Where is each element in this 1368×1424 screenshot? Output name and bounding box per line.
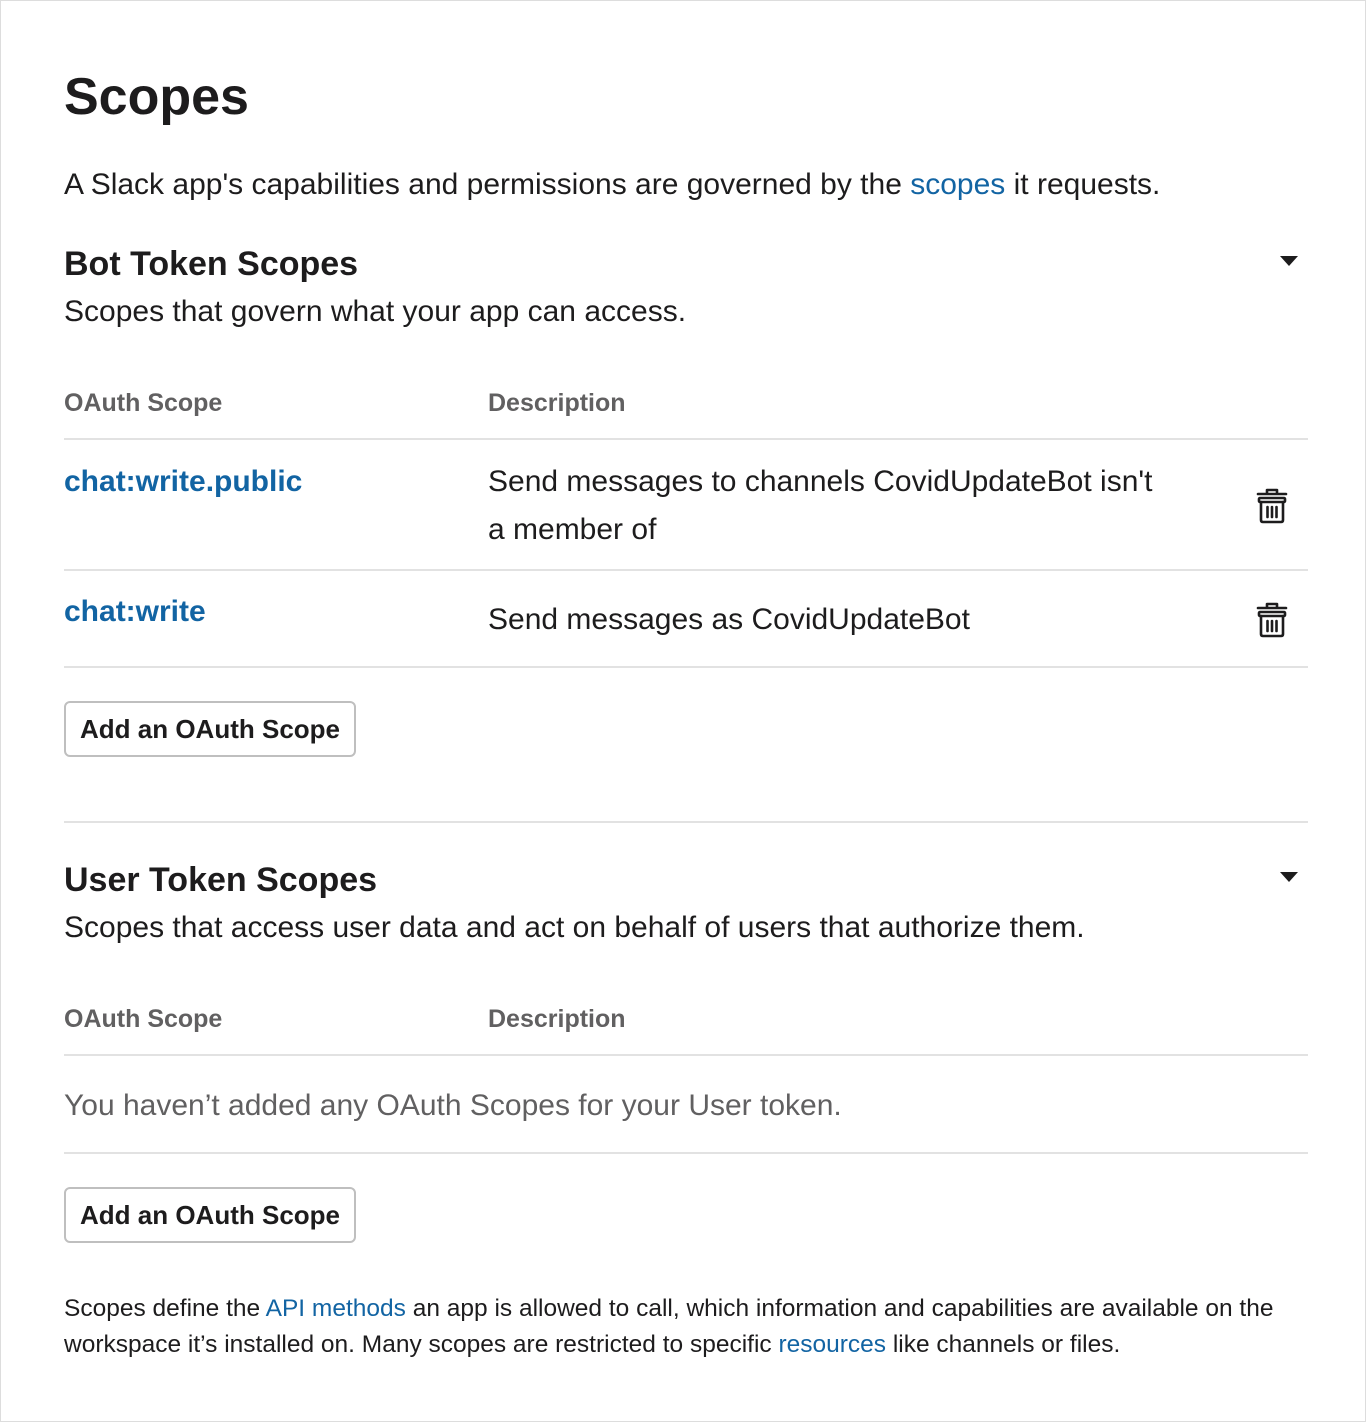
bot-row-divider [64,666,1308,668]
footer-text-part3: like channels or files. [892,1331,1121,1358]
user-scopes-empty-message: You haven’t added any OAuth Scopes for your User token. [64,1089,842,1122]
delete-scope-chat-write-public-trash-icon[interactable] [1256,488,1288,524]
user-section-description: Scopes that access user data and act on behalf of users that authorize them. [64,911,1085,944]
bot-col-header-scope: OAuth Scope [64,389,223,417]
bot-section-title: Bot Token Scopes [64,245,359,283]
scope-description-chat-write-public: Send messages to channels CovidUpdateBot isn't a member of [488,465,1153,546]
user-section-title: User Token Scopes [64,861,378,899]
scope-name-chat-write-public[interactable]: chat:write.public [64,465,303,498]
footer-text-part2: an app is allowed to call, which information and capabilities are available on the workspace it’s installed on. Many scopes are restricted to specific [64,1295,1274,1358]
user-section-caret-down-icon[interactable] [1280,872,1298,882]
bot-add-oauth-scope-button[interactable]: Add an OAuth Scope [64,701,356,757]
bot-row-divider [64,569,1308,571]
page-title: Scopes [64,68,249,126]
scope-name-chat-write[interactable]: chat:write [64,595,206,628]
user-table-divider [64,1054,1308,1056]
intro-text [64,165,1160,205]
bot-section-description: Scopes that govern what your app can access. [64,295,687,328]
footer-text [64,1291,1308,1363]
bot-section-caret-down-icon[interactable] [1280,256,1298,266]
delete-scope-chat-write-trash-icon[interactable] [1256,602,1288,638]
section-divider [64,821,1308,823]
user-table-bottom-divider [64,1152,1308,1154]
intro-text-after: it requests. [1013,168,1161,201]
user-col-header-description: Description [488,1005,626,1033]
scopes-link[interactable]: scopes [910,168,1006,201]
scope-description-chat-write: Send messages as CovidUpdateBot [488,603,970,636]
user-add-oauth-scope-button[interactable]: Add an OAuth Scope [64,1187,356,1243]
resources-link[interactable]: resources [778,1331,887,1358]
footer-text-part1: Scopes define the [64,1295,261,1322]
bot-table-divider [64,438,1308,440]
user-col-header-scope: OAuth Scope [64,1005,223,1033]
bot-col-header-description: Description [488,389,626,417]
api-methods-link[interactable]: API methods [265,1295,406,1322]
intro-text-before: A Slack app's capabilities and permissions are governed by the [64,168,902,201]
